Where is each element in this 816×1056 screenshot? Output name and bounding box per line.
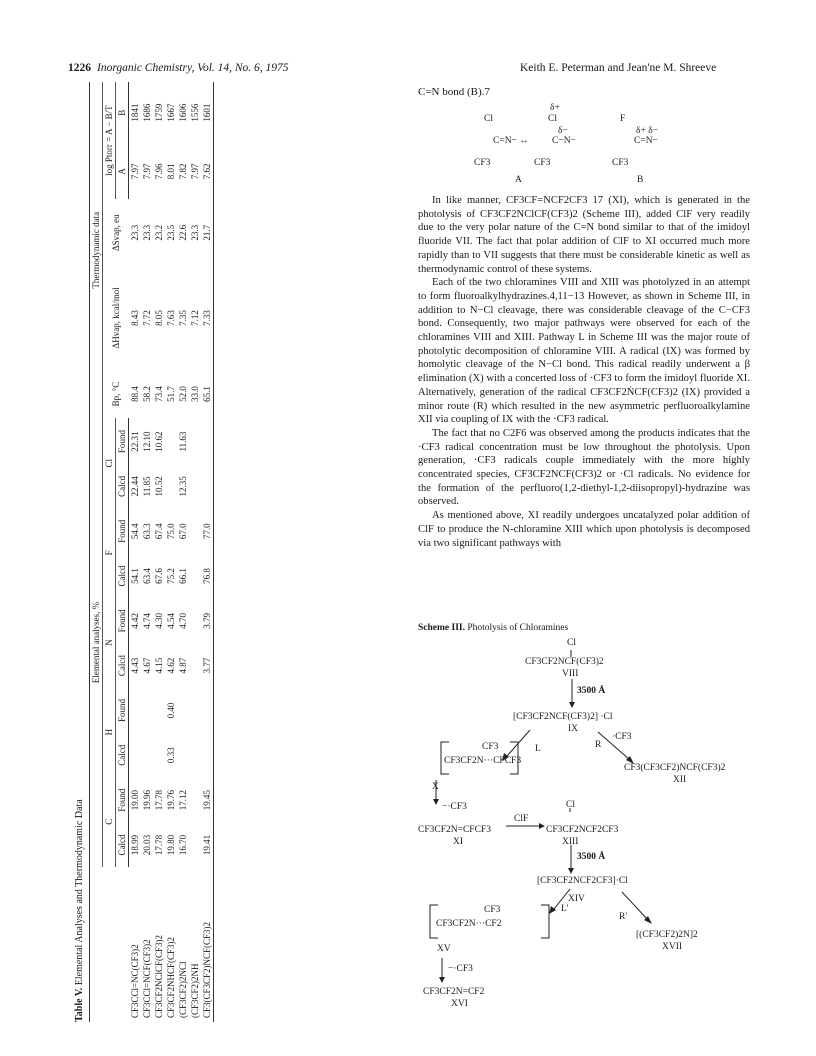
f-header: F (103, 508, 116, 598)
sub-calcd: Calcd (116, 554, 129, 597)
table-cell-c-calcd: 19.41 (201, 823, 214, 866)
table-cell-c-found: 17.12 (178, 790, 188, 811)
table-cell-b: 1841 (130, 103, 140, 122)
table-cell-cl-found: 10.62 (154, 431, 164, 452)
table-cell-ds: 23.3 (190, 224, 200, 241)
table-cell-n-found: 4.42 (130, 612, 140, 629)
table-cell-f-calcd: 63.4 (142, 568, 152, 584)
table-cell-bp: 65.1 (201, 370, 214, 419)
xiii-cl: Cl (566, 800, 575, 810)
table-cell-f-found: 75.0 (166, 523, 176, 540)
xvi-label: XVI (451, 999, 468, 1009)
dh-header: ΔHvap, kcal/mol (110, 287, 121, 349)
sub-calcd: Calcd (116, 644, 129, 687)
path-l2: L' (561, 904, 569, 914)
b-header: B (116, 82, 129, 143)
x-formula: CF3CF2N···CFCF3 (444, 756, 522, 766)
table-cell-f-found: 54.4 (130, 523, 140, 540)
loss-1: −·CF3 (442, 802, 467, 812)
bp-header: Bp, °C (110, 381, 121, 407)
table-cell-c-calcd: 19.80 (166, 834, 176, 856)
path-r: R (595, 740, 602, 750)
table-cell-cl-found: 11.63 (178, 431, 188, 452)
res-a2-dm: δ− (558, 126, 568, 136)
r-cf3: ·CF3 (612, 732, 632, 742)
page-number: 1226 (68, 62, 91, 74)
xiii-formula: CF3CF2NCF2CF3 (546, 825, 619, 835)
xv-formula: CF3CF2N···CF2 (436, 919, 502, 929)
compound-cell: (CF3CF2)2NCl (178, 961, 188, 1018)
table-cell-ds: 23.3 (129, 224, 140, 241)
table-cell-ds: 23.2 (154, 224, 164, 241)
xv-label: XV (437, 944, 451, 954)
table-cell-cl-found: 12.10 (142, 431, 152, 452)
sub-calcd: Calcd (116, 734, 129, 777)
table-cell-b: 1556 (190, 103, 200, 122)
table-cell-bp: 33.0 (190, 386, 200, 402)
table-cell-f-calcd: 75.2 (166, 568, 176, 584)
res-a-eq: C=N− ↔ (493, 136, 529, 146)
sub-found: Found (116, 598, 129, 644)
compound-cell: CF3CF2NClCF(CF3)2 (154, 934, 164, 1018)
table-cell-ds: 23.3 (142, 224, 152, 241)
scheme-title-text: Photolysis of Chloramines (467, 623, 569, 633)
cl-header: Cl (103, 418, 116, 508)
table-cell-ds: 22.6 (178, 224, 188, 241)
running-header-authors: Keith E. Peterman and Jean'ne M. Shreeve (520, 62, 717, 74)
table-cell-f-calcd: 76.8 (201, 554, 214, 597)
xi-formula: CF3CF2N=CFCF3 (418, 825, 491, 835)
table-cell-a: 7.97 (130, 163, 140, 180)
res-b-f: F (620, 114, 626, 124)
table-cell-f-calcd: 54.1 (130, 568, 140, 584)
table-cell-a: 7.96 (154, 163, 164, 180)
table-cell-a: 7.82 (178, 163, 188, 180)
table-cell-cl-calcd: 12.35 (178, 476, 188, 497)
table-cell-f-found: 67.0 (178, 523, 188, 540)
res-a-label: A (515, 175, 522, 185)
n-header: N (103, 598, 116, 688)
compound-cell: CF3CF2NHCF(CF3)2 (166, 936, 176, 1018)
sub-found: Found (116, 418, 129, 464)
light-1: 3500 Å (577, 686, 606, 696)
res-a2-eq: C−N− (552, 136, 576, 146)
paragraph-3: The fact that no C2F6 was observed among the products indicates that the ·CF3 radical concentration must be low throughout the photolysis. Upon generation, ·CF3 radicals couple immediately with the more highly concentrated species, CF3CF2NCF(CF3)2 or ·Cl radicals. No evidence for the formation of the perfluoro(1,2-diethyl-1,2-diisopropyl)-hydrazine was observed. (418, 427, 750, 508)
xv-cf3: CF3 (484, 905, 501, 915)
table-cell-bp: 73.4 (154, 386, 164, 402)
table-cell-a: 7.97 (142, 163, 152, 180)
table-cell-bp: 52.0 (178, 386, 188, 402)
table-cell-f-found: 63.3 (142, 523, 152, 540)
path-r2: R' (619, 912, 628, 922)
x-label: X (432, 782, 439, 792)
table-cell-f-calcd: 67.6 (154, 568, 164, 584)
table-cell-ds: 23.5 (166, 224, 176, 241)
table-cell-n-calcd: 4.62 (166, 657, 176, 674)
table-cell-f-calcd: 66.1 (178, 568, 188, 584)
table-cell-n-found: 4.70 (178, 612, 188, 629)
paragraph-2: Each of the two chloramines VIII and XIII was photolyzed in an attempt to form fluoroalkylhydrazines.4,11−13 However, as shown in Scheme III, in addition to N−Cl cleavage, there was considerable cleavage of the C−CF3 bond. Consequently, two major pathways were observed for each of the chloramines VIII and XIII. Pathway L in Scheme III was the major route of photolytic decomposition of chloramine VIII. A radical (IX) was formed by homolytic cleavage of the N−Cl bond. This radical readily underwent a β elimination (X) with a concerted loss of ·CF3 to form the imidoyl fluoride XI. Alternatively, generation of the radical CF3CF2ṄCF(CF3)2 (IX) provided a minor route (R) which resulted in the new asymmetric perfluoroalkylamine XII via coupling of IX with the ·CF3 radical. (418, 277, 750, 426)
res-b-label: B (637, 175, 644, 185)
table-cell-b: 1759 (154, 103, 164, 122)
xii-label: XII (673, 775, 687, 785)
table-cell-n-calcd: 3.77 (201, 644, 214, 687)
table-cell-dh: 7.12 (190, 310, 200, 326)
c-header: C (103, 777, 116, 867)
xvii-label: XVII (662, 942, 683, 952)
ds-header: ΔSvap, eu (110, 214, 121, 252)
light-2: 3500 Å (577, 852, 606, 862)
table-cell-cl-calcd: 10.52 (154, 476, 164, 497)
table-cell-dh: 7.72 (142, 310, 152, 326)
table-cell-b: 1667 (166, 103, 176, 122)
table-cell-c-found: 17.78 (154, 790, 164, 811)
table-cell-a: 8.01 (166, 163, 176, 180)
table-cell-f-found: 77.0 (201, 508, 214, 554)
thermo-group-header: Thermodynamic data (90, 82, 103, 418)
logp-header: log Ptorr = A − B/T (103, 82, 116, 199)
table-cell-c-calcd: 16.70 (178, 834, 188, 856)
table-cell-c-found: 19.00 (130, 790, 140, 811)
table-cell-n-found: 4.54 (166, 612, 176, 629)
table-cell-b: 1686 (142, 103, 152, 122)
elemental-group-header: Elemental analyses, % (90, 418, 103, 866)
table-cell-bp: 51.7 (166, 386, 176, 402)
xvii-formula: [(CF3CF2)2N]2 (636, 930, 698, 940)
xiv-label: XIV (568, 894, 585, 904)
scheme-label: Scheme III. (418, 623, 465, 633)
res-a2-cf3: CF3 (534, 158, 551, 168)
res-a2-cl: Cl (548, 114, 557, 124)
table-caption-label: Table V. (74, 987, 85, 1022)
viii-cl: Cl (567, 638, 576, 648)
a-header: A (116, 143, 129, 199)
ix-label: IX (568, 724, 579, 734)
table-cell-n-found: 4.30 (154, 612, 164, 629)
res-a2-dp: δ+ (550, 103, 560, 113)
table-cell-dh: 8.43 (129, 310, 140, 326)
xiii-label: XIII (562, 837, 579, 847)
viii-label: VIII (562, 669, 579, 679)
viii-formula: CF3CF2NCF(CF3)2 (525, 657, 604, 667)
table-cell-n-calcd: 4.87 (178, 657, 188, 674)
table-cell-f-found: 67.4 (154, 523, 164, 540)
table-cell-ds: 21.7 (201, 199, 214, 266)
sub-calcd: Calcd (116, 823, 129, 866)
compound-cell: CF3(CF3CF2)NCF(CF3)2 (201, 867, 214, 1022)
table-cell-cl-found: 22.31 (130, 431, 140, 452)
table-cell-cl-calcd: 22.44 (130, 476, 140, 497)
xiv-formula: [CF3CF2NCF2CF3]·Cl (537, 876, 628, 886)
ix-formula: [CF3CF2NCF(CF3)2] ·Cl (513, 712, 613, 722)
table-cell-b: 1601 (201, 82, 214, 143)
sub-found: Found (116, 687, 129, 733)
loss-2: −·CF3 (448, 964, 473, 974)
table-cell-h-calcd: 0.33 (166, 747, 176, 764)
table-cell-dh: 7.33 (201, 266, 214, 370)
xii-formula: CF3(CF3CF2)NCF(CF3)2 (624, 763, 726, 773)
table-cell-c-calcd: 20.03 (142, 834, 152, 856)
table-cell-a: 7.97 (190, 163, 200, 180)
table-cell-c-found: 19.96 (142, 790, 152, 811)
table-cell-a: 7.62 (201, 143, 214, 199)
table-cell-bp: 88.4 (129, 386, 140, 402)
table-cell-cl-calcd: 11.85 (142, 476, 152, 497)
res-b-eq: C=N− (634, 136, 658, 146)
table-cell-n-calcd: 4.15 (154, 657, 164, 674)
sub-calcd: Calcd (116, 465, 129, 508)
h-header: H (103, 687, 116, 777)
res-a-cl: Cl (484, 114, 493, 124)
compound-cell: CF3CCl=NC(CF3)2 (129, 944, 140, 1018)
table-cell-n-calcd: 4.43 (130, 657, 140, 674)
paragraph-1: In like manner, CF3CF=NCF2CF3 17 (XI), which is generated in the photolysis of CF3CF2NClCF(CF3)2 (Scheme III), added ClF very readily due to the very polar nature of the C=N bond similar to that of the imidoyl fluoride VII. The fact that polar addition of ClF to XI occurred much more rapidly than to VII suggests that there must be considerable kinetic as well as thermodynamic control of these systems. (418, 195, 750, 275)
table-cell-b: 1606 (178, 103, 188, 122)
table-cell-n-found: 3.79 (201, 598, 214, 644)
res-b-cf3: CF3 (612, 158, 629, 168)
sub-found: Found (116, 777, 129, 823)
x-cf3: CF3 (482, 742, 499, 752)
table-cell-c-calcd: 18.99 (130, 834, 140, 856)
table-cell-dh: 8.05 (154, 310, 164, 326)
xvi-formula: CF3CF2N=CF2 (423, 987, 485, 997)
path-l: L (535, 744, 541, 754)
compound-cell: (CF3CF2)2NH (190, 963, 200, 1018)
journal-citation: Inorganic Chemistry, Vol. 14, No. 6, 1975 (97, 62, 289, 74)
table-cell-h-found: 0.40 (166, 702, 176, 719)
bond-line: C=N bond (B).7 (418, 86, 490, 98)
compound-cell: CF3CCl=NCF(CF3)2 (142, 939, 152, 1018)
clf-reagent: ClF (514, 814, 529, 824)
table-cell-bp: 58.2 (142, 386, 152, 402)
xi-label: XI (453, 837, 464, 847)
table-cell-c-calcd: 17.78 (154, 834, 164, 856)
table-cell-c-found: 19.45 (201, 777, 214, 823)
res-a-cf3: CF3 (474, 158, 491, 168)
table-caption-text: Elemental Analyses and Thermodynamic Data (74, 799, 85, 986)
table-cell-dh: 7.63 (166, 310, 176, 326)
table-cell-c-found: 19.76 (166, 790, 176, 811)
paragraph-4: As mentioned above, XI readily undergoes uncatalyzed polar addition of ClF to produce the N-chloramine XIII which upon photolysis is decomposed via two significant pathways with (418, 510, 750, 549)
table-cell-dh: 7.35 (178, 310, 188, 326)
table-cell-n-found: 4.74 (142, 612, 152, 629)
sub-found: Found (116, 508, 129, 554)
res-b-dd: δ+ δ− (636, 126, 659, 136)
table-cell-n-calcd: 4.67 (142, 657, 152, 674)
